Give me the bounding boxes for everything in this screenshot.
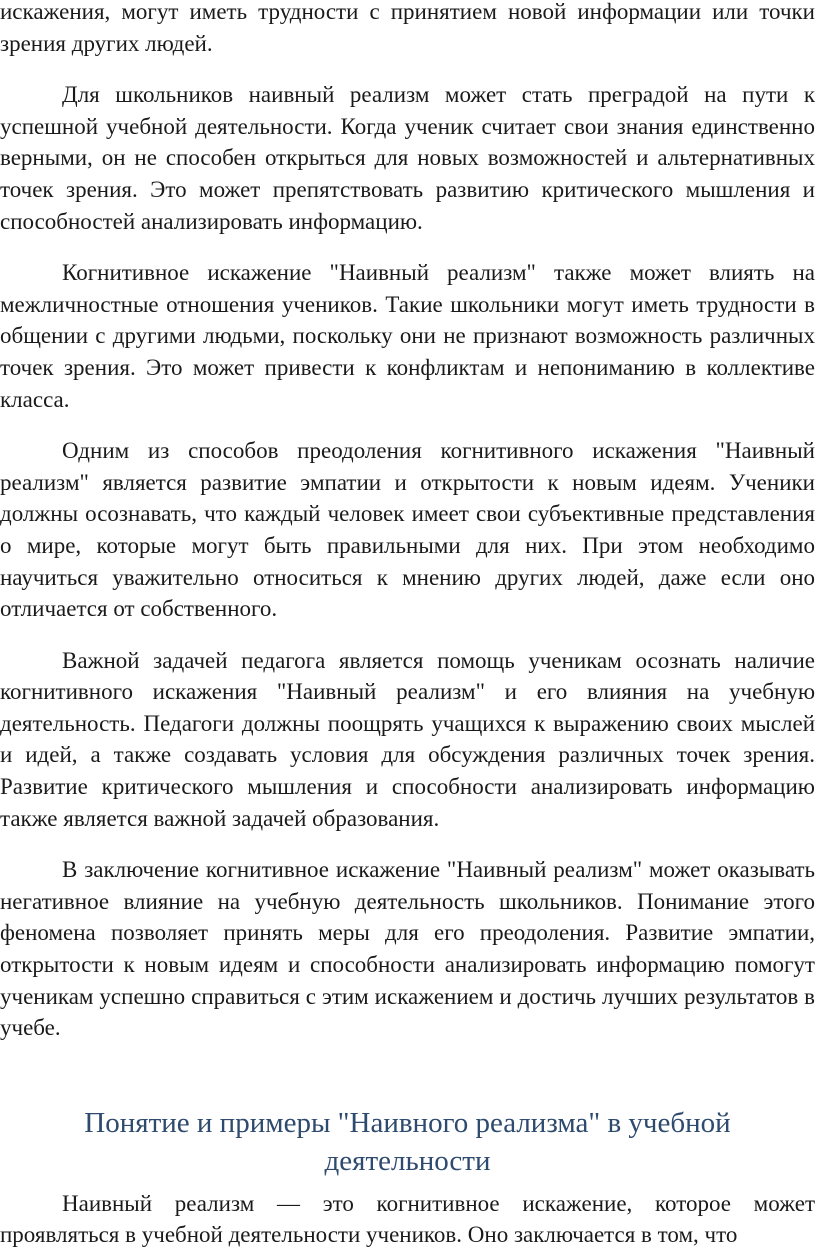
paragraph-conclusion: В заключение когнитивное искажение "Наивный реализм" может оказывать негативное влияние на учебную деятельность школьников. Понимание этого феномена позволяет принять меры для его преодоления. Развитие эмпатии, открытости к новым идеям и способности анализировать информацию помогут ученикам успешно справиться с этим искажением и достичь лучших результатов в учебе. <box>0 857 815 1041</box>
paragraph-overcoming-methods: Одним из способов преодоления когнитивного искажения "Наивный реализм" является развитие эмпатии и открытости к новым идеям. Ученики должны осознавать, что каждый человек имеет свои субъективные представления о мире, которые могут быть правильными для них. При этом необходимо научиться уважительно относиться к мнению других людей, даже если оно отличается от собственного. <box>0 438 815 622</box>
paragraph-continuation: искажения, могут иметь трудности с принятием новой информации или точки зрения других людей. <box>0 0 815 56</box>
paragraph-definition: Наивный реализм — это когнитивное искажение, которое может проявляться в учебной деятельности учеников. Оно заключается в том, что <box>0 1190 815 1248</box>
paragraph-naive-realism-obstacle: Для школьников наивный реализм может стать преградой на пути к успешной учебной деятельности. Когда ученик считает свои знания единственно верными, он не способен открыться для новых возможностей и альтернативных точек зрения. Это может препятствовать развитию критического мышления и способностей анализировать информацию. <box>0 82 815 234</box>
section-heading: Понятие и примеры "Наивного реализма" в учебной деятельности <box>84 1106 731 1177</box>
paragraph-interpersonal-relations: Когнитивное искажение "Наивный реализм" также может влиять на межличностные отношения учеников. Такие школьники могут иметь трудности в общении с другими людьми, поскольку они не признают возможность различных точек зрения. Это может привести к конфликтам и непониманию в коллективе класса. <box>0 260 815 412</box>
paragraph-teacher-task: Важной задачей педагога является помощь ученикам осознать наличие когнитивного искажения "Наивный реализм" и его влияния на учебную деятельность. Педагоги должны поощрять учащихся к выражению своих мыслей и идей, а также создавать условия для обсуждения различных точек зрения. Развитие критического мышления и способности анализировать информацию также является важной задачей образования. <box>0 647 815 831</box>
